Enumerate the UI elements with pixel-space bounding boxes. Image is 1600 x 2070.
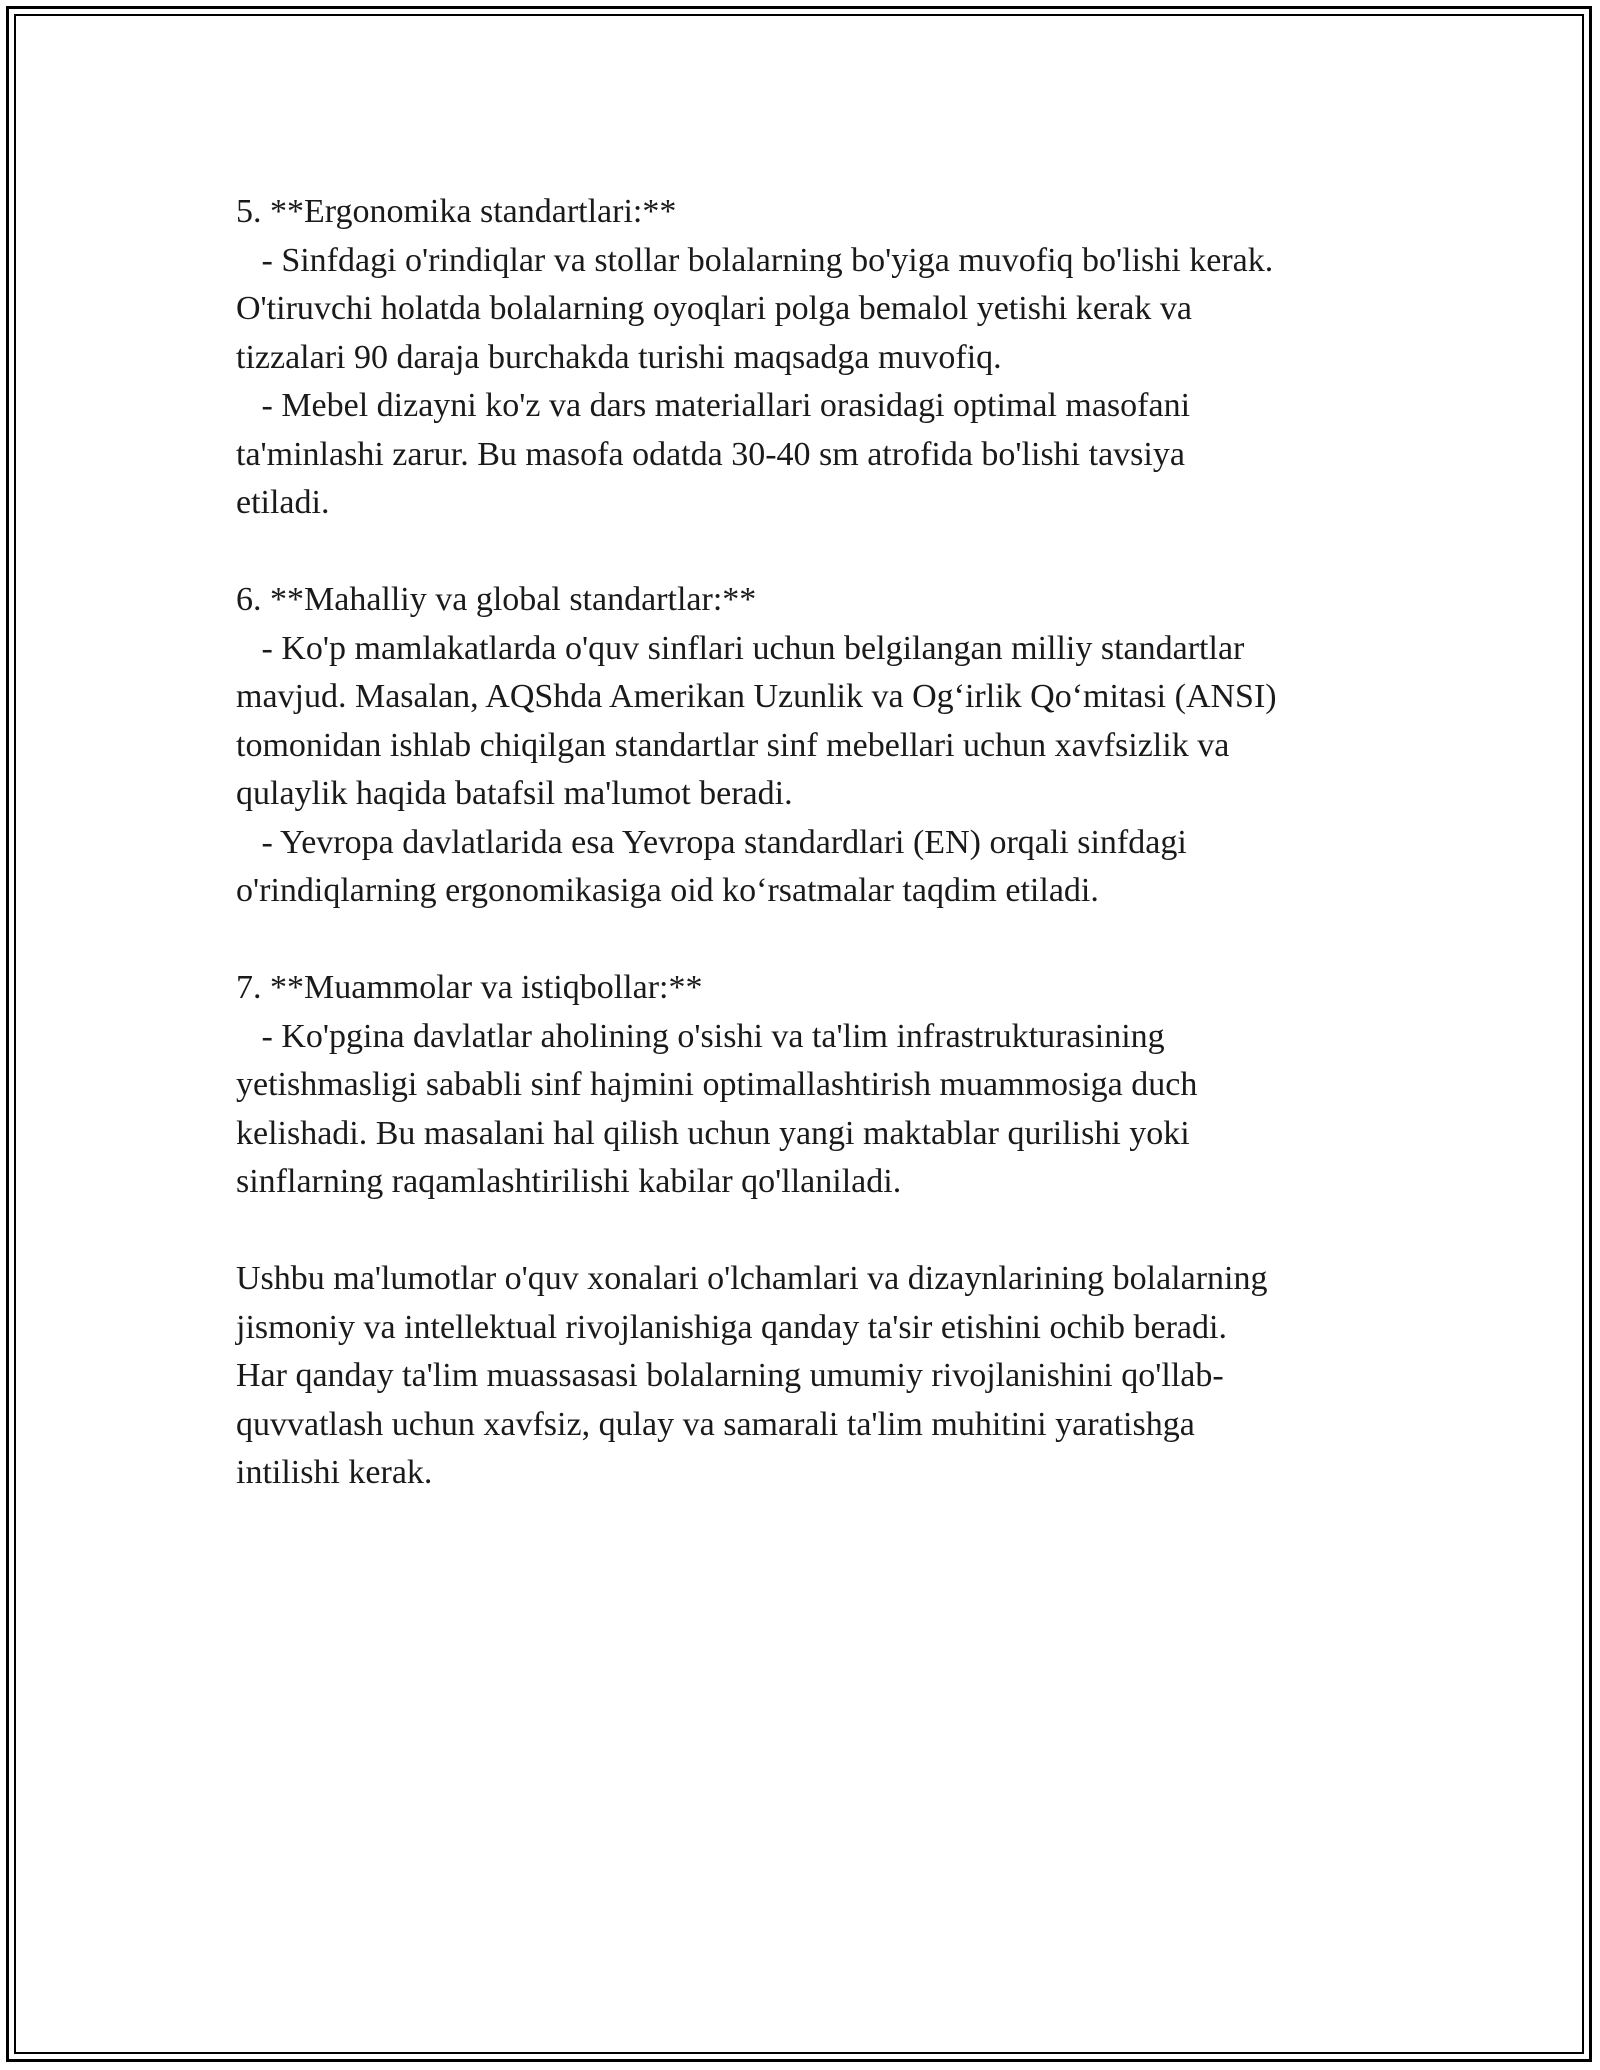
section-heading: 5. **Ergonomika standartlari:**	[236, 193, 677, 230]
paragraph-line: Har qanday ta'lim muassasasi bolalarning umumiy rivojlanishini qo'llab-	[236, 1357, 1224, 1394]
section-standards	[236, 576, 1386, 916]
section-ergonomics	[236, 188, 1386, 528]
paragraph-line: - Yevropa davlatlarida esa Yevropa standardlari (EN) orqali sinfdagi	[236, 823, 1187, 861]
section-heading: 6. **Mahalliy va global standartlar:**	[236, 581, 757, 618]
blank-line	[236, 528, 1386, 577]
paragraph-line: etiladi.	[236, 484, 330, 521]
paragraph-line: sinflarning raqamlashtirilishi kabilar qo'llaniladi.	[236, 1163, 902, 1200]
paragraph-line: quvvatlash uchun xavfsiz, qulay va samarali ta'lim muhitini yaratishga	[236, 1405, 1195, 1443]
paragraph-line: jismoniy va intellektual rivojlanishiga qanday ta'sir etishini ochib beradi.	[236, 1308, 1227, 1346]
paragraph-line: - Ko'p mamlakatlarda o'quv sinflari uchun belgilangan milliy standartlar	[236, 629, 1245, 667]
paragraph-line: Ushbu ma'lumotlar o'quv xonalari o'lchamlari va dizaynlarining bolalarning	[236, 1260, 1268, 1297]
paragraph-line: tizzalari 90 daraja burchakda turishi maqsadga muvofiq.	[236, 338, 1002, 376]
paragraph-line: o'rindiqlarning ergonomikasiga oid ko‘rsatmalar taqdim etiladi.	[236, 872, 1099, 909]
paragraph-line: - Sinfdagi o'rindiqlar va stollar bolalarning bo'yiga muvofiq bo'lishi kerak.	[236, 241, 1274, 279]
paragraph-line: - Mebel dizayni ko'z va dars materiallari orasidagi optimal masofani	[236, 387, 1191, 424]
section-heading: 7. **Muammolar va istiqbollar:**	[236, 969, 703, 1006]
paragraph-line: kelishadi. Bu masalani hal qilish uchun yangi maktablar qurilishi yoki	[236, 1114, 1190, 1152]
document-body	[236, 188, 1386, 1498]
paragraph-line: O'tiruvchi holatda bolalarning oyoqlari polga bemalol yetishi kerak va	[236, 290, 1192, 327]
paragraph-line: mavjud. Masalan, AQShda Amerikan Uzunlik va Og‘irlik Qo‘mitasi (ANSI)	[236, 678, 1277, 715]
paragraph-line: - Ko'pgina davlatlar aholining o'sishi va ta'lim infrastrukturasining	[236, 1017, 1165, 1055]
paragraph-line: tomonidan ishlab chiqilgan standartlar sinf mebellari uchun xavfsizlik va	[236, 726, 1230, 764]
blank-line	[236, 916, 1386, 965]
paragraph-line: qulaylik haqida batafsil ma'lumot beradi.	[236, 775, 793, 812]
paragraph-line: yetishmasligi sababli sinf hajmini optimallashtirish muammosiga duch	[236, 1066, 1198, 1103]
paragraph-line: ta'minlashi zarur. Bu masofa odatda 30-40 sm atrofida bo'lishi tavsiya	[236, 435, 1185, 473]
section-problems	[236, 964, 1386, 1207]
section-conclusion	[236, 1255, 1386, 1498]
paragraph-line: intilishi kerak.	[236, 1454, 433, 1491]
blank-line	[236, 1207, 1386, 1256]
